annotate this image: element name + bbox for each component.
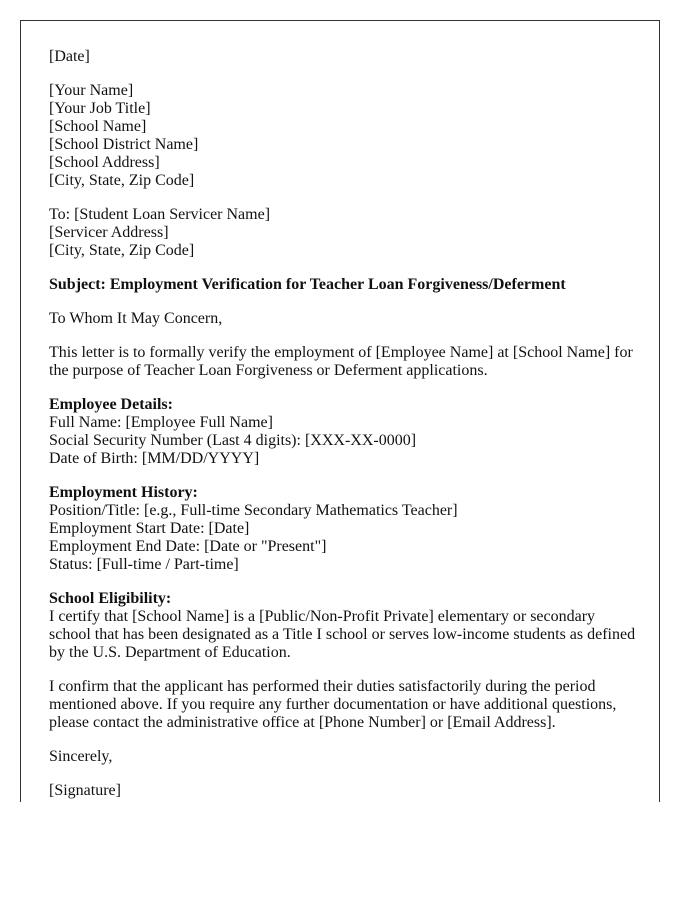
salutation-block: [49, 310, 631, 328]
letter-date: [Date]: [49, 48, 90, 65]
employment-history-section: [49, 484, 631, 574]
subject-line: Subject: Employment Verification for Teacher Loan Forgiveness/Deferment: [49, 276, 566, 293]
intro-paragraph: This letter is to formally verify the employment of [Employee Name] at [School Name] for the purpose of Teacher Loan Forgiveness or Deferment applications.: [49, 344, 633, 379]
sender-district-name: [School District Name]: [49, 136, 199, 153]
school-eligibility-section: [49, 590, 636, 662]
sender-school-address: [School Address]: [49, 154, 160, 171]
sender-school-name: [School Name]: [49, 118, 147, 135]
recipient-city-state-zip: [City, State, Zip Code]: [49, 242, 195, 259]
sender-city-state-zip: [City, State, Zip Code]: [49, 172, 195, 189]
employment-start-date: Employment Start Date: [Date]: [49, 520, 250, 537]
employee-full-name: Full Name: [Employee Full Name]: [49, 414, 273, 431]
intro-block: [49, 344, 631, 380]
employee-dob: Date of Birth: [MM/DD/YYYY]: [49, 450, 260, 467]
school-eligibility-heading: School Eligibility:: [49, 590, 172, 607]
date-block: [49, 48, 631, 66]
recipient-block: [49, 206, 631, 260]
recipient-address: [Servicer Address]: [49, 224, 169, 241]
signature-block: [49, 782, 631, 800]
confirmation-block: [49, 678, 631, 732]
employee-ssn: Social Security Number (Last 4 digits): [XXX-XX-0000]: [49, 432, 417, 449]
subject-block: [49, 276, 631, 294]
closing-block: [49, 748, 631, 766]
employment-position: Position/Title: [e.g., Full-time Secondary Mathematics Teacher]: [49, 502, 458, 519]
salutation: To Whom It May Concern,: [49, 310, 223, 327]
employment-status: Status: [Full-time / Part-time]: [49, 556, 239, 573]
closing: Sincerely,: [49, 748, 113, 765]
signature: [Signature]: [49, 782, 121, 799]
sender-job-title: [Your Job Title]: [49, 100, 151, 117]
employment-history-heading: Employment History:: [49, 484, 198, 501]
recipient-name: To: [Student Loan Servicer Name]: [49, 206, 271, 223]
confirmation-paragraph: I confirm that the applicant has performed their duties satisfactorily during the period mentioned above. If you require any further documentation or have additional questions, please contact the administrative office at [Phone Number] or [Email Address].: [49, 678, 617, 731]
letter-page: [20, 20, 660, 802]
employee-details-section: [49, 396, 631, 468]
sender-block: [49, 82, 631, 190]
employee-details-heading: Employee Details:: [49, 396, 173, 413]
sender-name: [Your Name]: [49, 82, 134, 99]
school-eligibility-text: I certify that [School Name] is a [Public/Non-Profit Private] elementary or secondary school that has been designated as a Title I school or serves low-income students as defined by the U.S. Department of Education.: [49, 608, 636, 661]
employment-end-date: Employment End Date: [Date or "Present"]: [49, 538, 327, 555]
